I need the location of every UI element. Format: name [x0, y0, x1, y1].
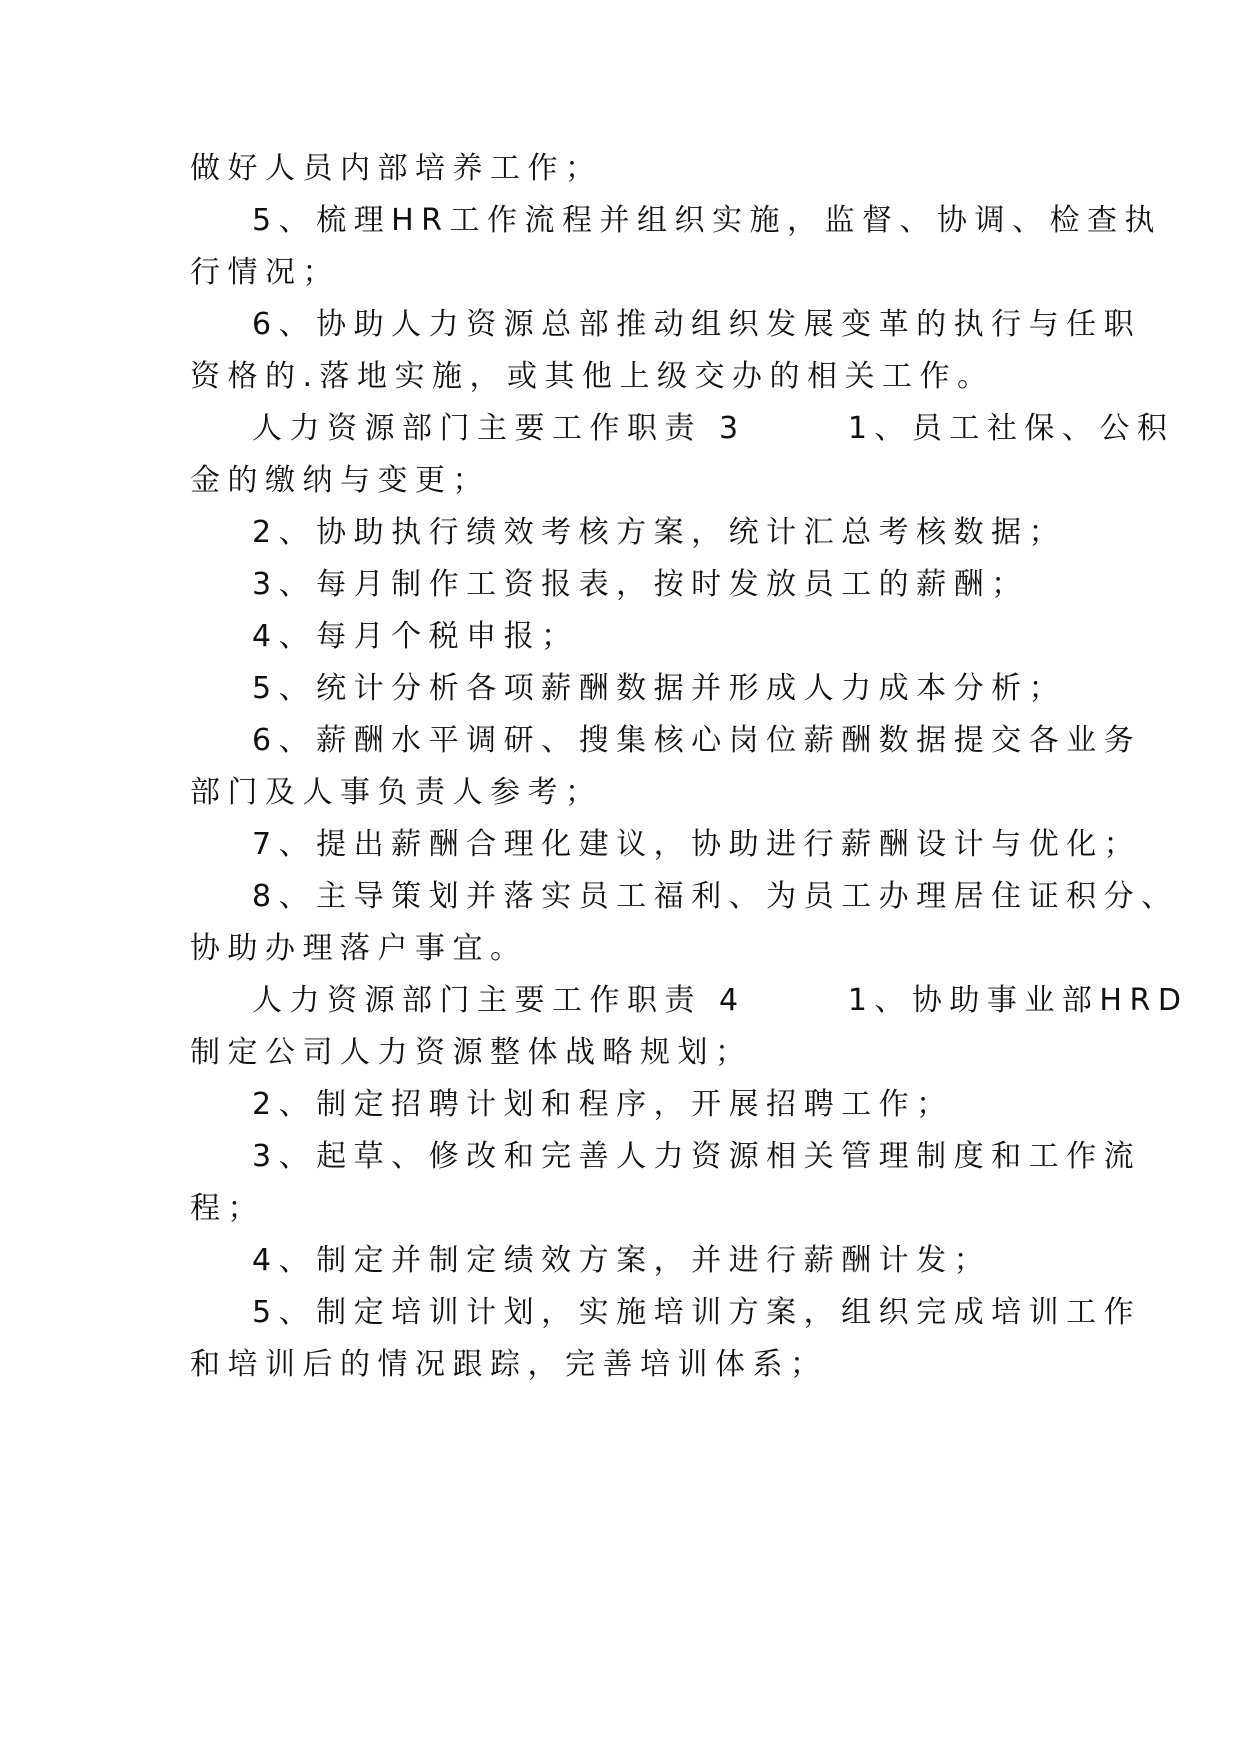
text-line: 4、每月个税申报；	[252, 619, 579, 654]
text-line: 协助办理落户事宜。	[190, 931, 528, 966]
text-line: 部门及人事负责人参考；	[190, 775, 603, 810]
text-line: 2、协助执行绩效考核方案，统计汇总考核数据；	[252, 515, 1067, 550]
text-line: 4、制定并制定绩效方案，并进行薪酬计发；	[252, 1243, 992, 1278]
section-heading-line: 人力资源部门主要工作职责 4 1、协助事业部HRD	[252, 983, 1189, 1018]
text-line: 5、梳理HR工作流程并组织实施，监督、协调、检查执	[252, 203, 1162, 238]
text-line: 6、协助人力资源总部推动组织发展变革的执行与任职	[252, 307, 1142, 342]
text-line: 6、薪酬水平调研、搜集核心岗位薪酬数据提交各业务	[252, 723, 1142, 758]
text-line: 2、制定招聘计划和程序，开展招聘工作；	[252, 1087, 954, 1122]
text-line: 8、主导策划并落实员工福利、为员工办理居住证积分、	[252, 879, 1179, 914]
text-line: 3、起草、修改和完善人力资源相关管理制度和工作流	[252, 1139, 1142, 1174]
text-line: 5、统计分析各项薪酬数据并形成人力成本分析；	[252, 671, 1067, 706]
text-line: 制定公司人力资源整体战略规划；	[190, 1035, 753, 1070]
text-line: 7、提出薪酬合理化建议，协助进行薪酬设计与优化；	[252, 827, 1142, 862]
text-line: 和培训后的情况跟踪，完善培训体系；	[190, 1347, 828, 1382]
text-line: 5、制定培训计划，实施培训方案，组织完成培训工作	[252, 1295, 1142, 1330]
section-heading-line: 人力资源部门主要工作职责 3 1、员工社保、公积	[252, 411, 1175, 446]
text-line: 行情况；	[190, 255, 340, 290]
text-line: 资格的.落地实施，或其他上级交办的相关工作。	[190, 359, 995, 394]
text-line: 金的缴纳与变更；	[190, 463, 490, 498]
text-line: 做好人员内部培养工作；	[190, 151, 603, 186]
text-line: 程；	[190, 1191, 265, 1226]
text-line: 3、每月制作工资报表，按时发放员工的薪酬；	[252, 567, 1029, 602]
